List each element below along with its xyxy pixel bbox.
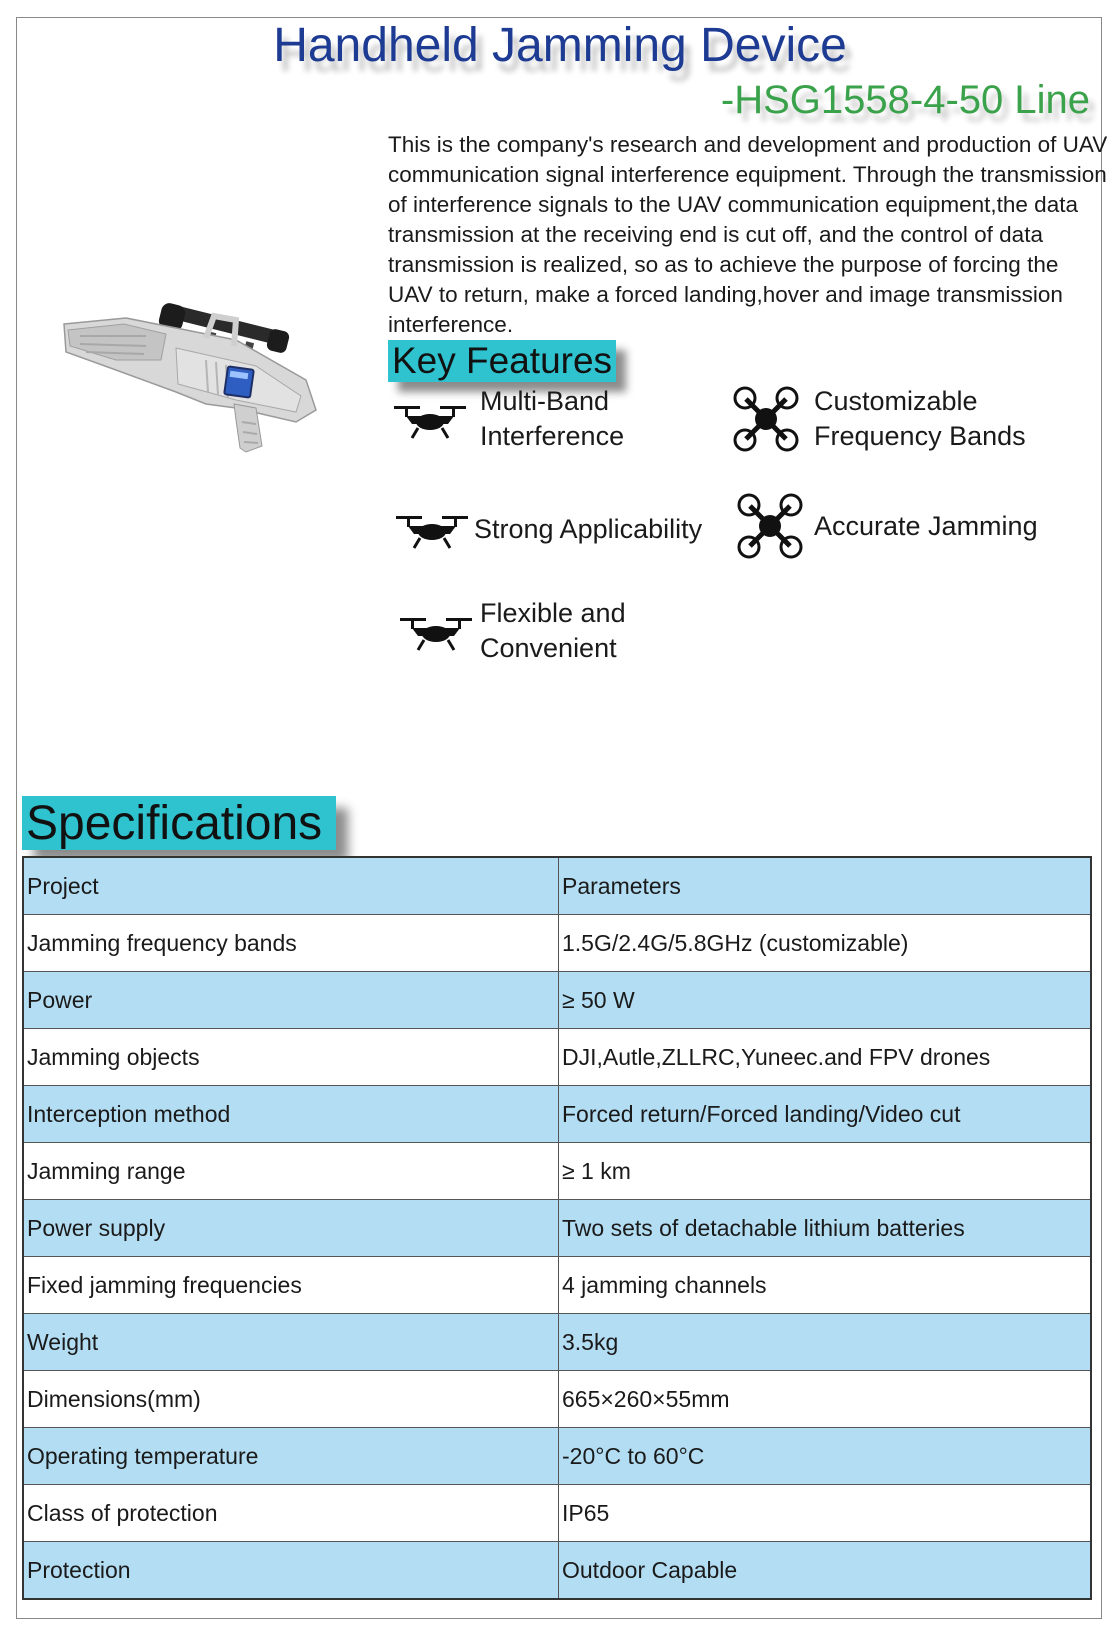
spec-project-cell: Operating temperature: [23, 1428, 559, 1485]
spec-parameter-cell: DJI,Autle,ZLLRC,Yuneec.and FPV drones: [559, 1029, 1092, 1086]
feature-label-line2: Interference: [480, 421, 625, 451]
spec-project-cell: Power supply: [23, 1200, 559, 1257]
table-row: [23, 972, 1091, 1029]
table-header-parameters: Parameters: [559, 857, 1092, 915]
spec-parameter-cell: Outdoor Capable: [559, 1542, 1092, 1600]
table-row: [23, 1542, 1091, 1600]
quadcopter-top-icon: [732, 385, 800, 453]
page-title-wrap: [180, 18, 940, 73]
spec-parameter-cell: ≥ 1 km: [559, 1143, 1092, 1200]
table-header-row: [23, 857, 1091, 915]
feature-label-line1: Multi-Band: [480, 386, 610, 416]
feature-strong-applicability: [394, 506, 702, 552]
drone-side-icon: [394, 506, 470, 552]
feature-flexible-convenient: [398, 596, 626, 666]
spec-project-cell: Class of protection: [23, 1485, 559, 1542]
feature-customizable: [732, 384, 1026, 454]
spec-parameter-cell: 665×260×55mm: [559, 1371, 1092, 1428]
spec-project-cell: Interception method: [23, 1086, 559, 1143]
drone-side-icon: [398, 608, 474, 654]
key-features-heading: Key Features: [388, 340, 616, 382]
spec-parameter-cell: 1.5G/2.4G/5.8GHz (customizable): [559, 915, 1092, 972]
table-row: [23, 1485, 1091, 1542]
product-description: This is the company's research and development and production of UAV communication signal interference equipment. Through the transmission of interference signals to the UAV communication equipment,the data transmission at the receiving end is cut off, and the control of data transmission is realized, so as to achieve the purpose of forcing the UAV to return, make a forced landing,hover and image transmission interference.: [388, 132, 1108, 337]
spec-parameter-cell: Forced return/Forced landing/Video cut: [559, 1086, 1092, 1143]
spec-project-cell: Fixed jamming frequencies: [23, 1257, 559, 1314]
feature-label-line2: Frequency Bands: [814, 421, 1026, 451]
spec-project-cell: Weight: [23, 1314, 559, 1371]
page-title: Handheld Jamming Device: [273, 19, 847, 72]
feature-label-line1: Strong Applicability: [474, 513, 703, 544]
table-row: [23, 1029, 1091, 1086]
table-row: [23, 915, 1091, 972]
table-row: [23, 1257, 1091, 1314]
spec-project-cell: Power: [23, 972, 559, 1029]
table-header-project: Project: [23, 857, 559, 915]
spec-parameter-cell: IP65: [559, 1485, 1092, 1542]
table-row: [23, 1200, 1091, 1257]
table-row: [23, 1428, 1091, 1485]
spec-project-cell: Jamming frequency bands: [23, 915, 559, 972]
feature-label-line1: Customizable: [814, 386, 978, 416]
model-subtitle: -HSG1558-4-50 Line: [720, 78, 1090, 122]
feature-multi-band: [392, 384, 624, 454]
spec-parameter-cell: ≥ 50 W: [559, 972, 1092, 1029]
product-image: [56, 300, 326, 470]
table-row: [23, 1371, 1091, 1428]
spec-parameter-cell: 4 jamming channels: [559, 1257, 1092, 1314]
spec-project-cell: Jamming range: [23, 1143, 559, 1200]
feature-accurate-jamming: [736, 492, 1038, 560]
table-row: [23, 1143, 1091, 1200]
spec-project-cell: Dimensions(mm): [23, 1371, 559, 1428]
specifications-table: [22, 856, 1092, 1600]
feature-label-line1: Accurate Jamming: [814, 510, 1038, 541]
spec-parameter-cell: 3.5kg: [559, 1314, 1092, 1371]
table-row: [23, 1086, 1091, 1143]
feature-label-line1: Flexible and: [480, 598, 626, 628]
spec-parameter-cell: Two sets of detachable lithium batteries: [559, 1200, 1092, 1257]
feature-label-line2: Convenient: [480, 633, 617, 663]
spec-parameter-cell: -20°C to 60°C: [559, 1428, 1092, 1485]
quadcopter-top-icon: [736, 492, 804, 560]
specifications-heading: Specifications: [22, 796, 336, 850]
drone-side-icon: [392, 396, 468, 442]
spec-project-cell: Jamming objects: [23, 1029, 559, 1086]
table-row: [23, 1314, 1091, 1371]
spec-project-cell: Protection: [23, 1542, 559, 1600]
